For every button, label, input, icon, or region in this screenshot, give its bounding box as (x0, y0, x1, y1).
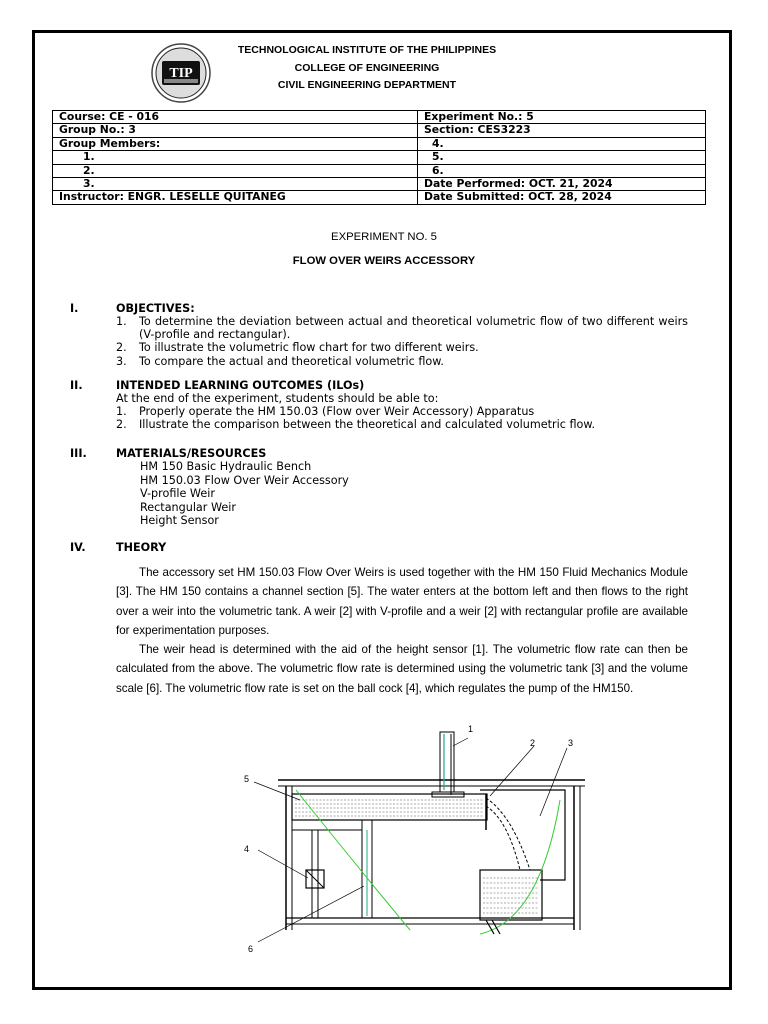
apparatus-diagram (240, 720, 600, 960)
experiment-no-cell: Experiment No.: 5 (418, 111, 706, 124)
group-no-cell: Group No.: 3 (53, 124, 418, 137)
objectives-title: OBJECTIVES: (116, 302, 195, 315)
table-row (53, 124, 706, 137)
group-members-cell: Group Members: (53, 137, 418, 150)
theory-text (116, 563, 688, 698)
instructor-cell: Instructor: ENGR. LESELLE QUITANEG (53, 191, 418, 204)
list-item-number: 2. (116, 341, 127, 355)
date-submitted-cell: Date Submitted: OCT. 28, 2024 (418, 191, 706, 204)
theory-paragraph-2: The weir head is determined with the aid of the height sensor [1]. The volumetric flow rate can then be calculated from the above. The volumetric flow rate is determined using the volumetric tank [3] and the volume scale [6]. The volumetric flow rate is set on the ball cock [4], which regulates the pump of the HM150. (116, 643, 688, 695)
list-item-text: To illustrate the volumetric flow chart for two different weirs. (139, 341, 479, 355)
list-item (116, 418, 688, 431)
member-2-cell: 2. (53, 164, 418, 177)
figure-label-4: 4 (244, 844, 250, 854)
objectives-number: I. (70, 302, 79, 315)
ilos-intro: At the end of the experiment, students should be able to: (116, 392, 439, 405)
experiment-title: FLOW OVER WEIRS ACCESSORY (292, 255, 476, 267)
list-item-text: Properly operate the HM 150.03 (Flow over Weir Accessory) Apparatus (139, 405, 535, 419)
table-row (53, 151, 706, 164)
objectives-list (116, 315, 688, 368)
list-item-text: Illustrate the comparison between the theoretical and calculated volumetric flow. (139, 418, 596, 432)
list-item (116, 355, 688, 368)
list-item-number: 1. (116, 405, 127, 419)
svg-text:TIP: TIP (169, 66, 193, 81)
figure-label-5: 5 (244, 774, 250, 784)
experiment-info-table (52, 110, 706, 205)
list-item: HM 150.03 Flow Over Weir Accessory (140, 473, 349, 487)
member-1-cell: 1. (53, 151, 418, 164)
list-item-number: 1. (116, 315, 127, 328)
list-item: V-profile Weir (140, 487, 215, 501)
institution-header (200, 42, 534, 95)
list-item (116, 405, 688, 418)
list-item: HM 150 Basic Hydraulic Bench (140, 460, 312, 473)
member-3-cell: 3. (53, 178, 418, 191)
list-item: Rectangular Weir (140, 500, 236, 514)
table-row (53, 191, 706, 204)
section-cell: Section: CES3223 (418, 124, 706, 137)
table-row (53, 111, 706, 124)
institution-name: TECHNOLOGICAL INSTITUTE OF THE PHILIPPINES (237, 44, 497, 56)
date-performed-cell: Date Performed: OCT. 21, 2024 (418, 178, 706, 191)
member-5-cell: 5. (418, 151, 706, 164)
theory-number: IV. (70, 541, 86, 554)
materials-title: MATERIALS/RESOURCES (116, 447, 267, 460)
department-name: CIVIL ENGINEERING DEPARTMENT (277, 79, 457, 91)
list-item-number: 2. (116, 418, 127, 432)
figure-label-2: 2 (530, 738, 536, 748)
theory-paragraph-1: The accessory set HM 150.03 Flow Over Weirs is used together with the HM 150 Fluid Mechanics Module [3]. The HM 150 contains a channel section [5]. The water enters at the bottom left and then flows to the right over a weir into the volumetric tank. A weir [2] with V-profile and a weir [2] with rectangular profile are available for experimentation purposes. (116, 566, 688, 637)
table-row (53, 137, 706, 150)
list-item-number: 3. (116, 354, 127, 368)
list-item (116, 315, 688, 341)
figure-label-1: 1 (468, 724, 474, 734)
course-cell: Course: CE - 016 (53, 111, 418, 124)
materials-number: III. (70, 447, 87, 460)
member-4-cell: 4. (418, 137, 706, 150)
list-item (116, 341, 688, 354)
member-6-cell: 6. (418, 164, 706, 177)
figure-label-6: 6 (248, 944, 254, 954)
list-item-text: To compare the actual and theoretical volumetric flow. (139, 354, 444, 368)
list-item: Height Sensor (140, 514, 219, 528)
list-item-text: To determine the deviation between actual and theoretical volumetric flow of two different weirs (V-profile and rectangular). (139, 315, 688, 342)
theory-title: THEORY (116, 541, 167, 554)
table-row (53, 164, 706, 177)
college-name: COLLEGE OF ENGINEERING (294, 61, 440, 74)
materials-list (140, 460, 349, 528)
ilos-title: INTENDED LEARNING OUTCOMES (ILOs) (116, 379, 365, 392)
experiment-number: EXPERIMENT NO. 5 (331, 231, 437, 243)
ilos-list (116, 392, 688, 432)
figure-label-3: 3 (568, 738, 574, 748)
table-row (53, 178, 706, 191)
ilos-number: II. (70, 379, 83, 392)
